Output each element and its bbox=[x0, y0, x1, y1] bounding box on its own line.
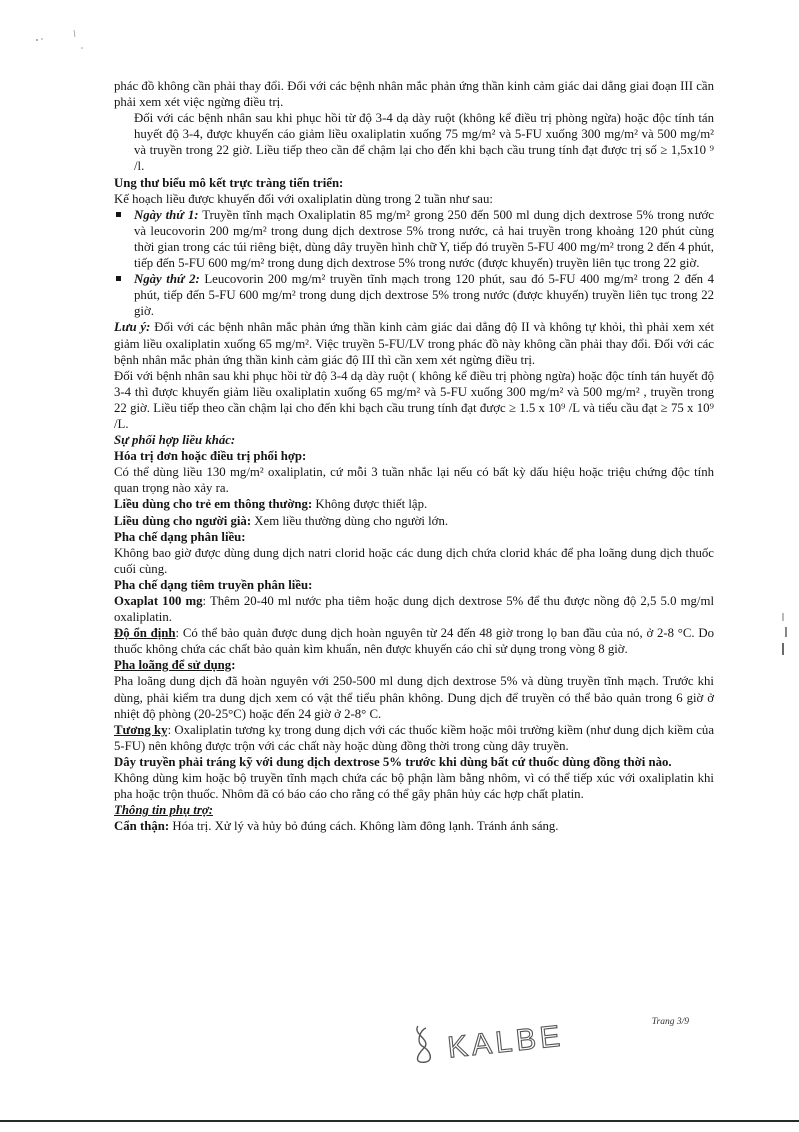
note-label: Lưu ý: bbox=[114, 320, 151, 335]
scan-edge-mark bbox=[780, 613, 790, 663]
pediatric-text: Không được thiết lập. bbox=[312, 497, 428, 512]
scan-speck-marks bbox=[34, 28, 94, 56]
elderly-text: Xem liều thường dùng cho người lớn. bbox=[251, 513, 449, 528]
paragraph-dilution: Pha loãng dung dịch đã hoàn nguyên với 250-500 ml dung dịch dextrose 5% và dùng truyền tĩnh mạch. Trước khi dùng, phải kiểm tra dung dịch xem có vật thể tiểu phân không. Dung dịch để truyền có thể bảo quản trong 6 giờ ở nhiệt độ phòng (20-25°C) hoặc đến 24 giờ ở 2-8° C. bbox=[114, 674, 714, 721]
kalbe-handwritten-stamp bbox=[412, 1020, 587, 1070]
stamp-text: KALBE bbox=[445, 1020, 566, 1065]
paragraph-elderly bbox=[114, 513, 714, 529]
paragraph-stability bbox=[114, 625, 714, 657]
day-2-text: Leucovorin 200 mg/m² truyền tĩnh mạch trong 120 phút, sau đó 5-FU 400 mg/m² trong 2 đến 4 phút, tiếp đến 5-FU 600 mg/m² trong dung dịch dextrose 5% trong nước (được khuyến) truyền liên tục trong 22 giờ. bbox=[134, 272, 714, 319]
heading-preparation: Pha chế dạng phân liều: bbox=[114, 529, 246, 544]
paragraph-130-dose: Có thể dùng liều 130 mg/m² oxaliplatin, cứ mỗi 3 tuần nhắc lại nếu có bất kỳ dấu hiệu hoặc triệu chứng độc tính quan trọng nào xảy ra. bbox=[114, 465, 714, 496]
caution-text: Hóa trị. Xử lý và hủy bỏ đúng cách. Không làm đông lạnh. Tránh ánh sáng. bbox=[169, 819, 559, 834]
heading-infusion-preparation: Pha chế dạng tiêm truyền phân liều: bbox=[114, 577, 313, 592]
paragraph-dose-reduction: Đối với các bệnh nhân sau khi phục hồi từ độ 3-4 dạ dày ruột (không kể điều trị phòng ngừa) hoặc độc tính tán huyết độ 3-4, được khuyến cáo giảm liều oxaliplatin xuống 75 mg/m² và 5-FU xuống 300 mg/m² và 500 mg/m² và truyền trong 22 giờ. Liều tiếp theo cần để chậm lại cho đến khi bạch cầu trung tính đạt được trị số ≥ 1,5x10 ⁹ /l. bbox=[134, 111, 714, 174]
dilution-heading-colon: : bbox=[231, 658, 236, 673]
day-1-text: Truyền tĩnh mạch Oxaliplatin 85 mg/m² grong 250 đến 500 ml dung dịch dextrose 5% trong nước và leucovorin 200 mg/m² trong dung dịch dextrose 5% trong nước, cả hai truyền trong khoảng 120 phút cùng thời gian trong các túi riêng biệt, dùng dây truyền hình chữ Y, tiếp đó truyền 5-FU 400 mg/m² trong 2 đến 4 phút, tiếp đến 5-FU 600 mg/m² trong dung dịch dextrose 5% trong nước (được khuyến) truyền liên tục trong 22 giờ. bbox=[134, 207, 714, 271]
stability-label: Độ ổn định bbox=[114, 626, 176, 641]
dosing-day-list bbox=[114, 207, 714, 320]
elderly-label: Liều dùng cho người già: bbox=[114, 513, 252, 528]
paragraph-aluminium: Không dùng kim hoặc bộ truyền tĩnh mạch chứa các bộ phận làm bằng nhôm, vì có thể tiếp xúc với oxaliplatin khi pha hoặc trộn thuốc. Nhôm đã có báo cáo cho rằng có thể gây phân hủy các hợp chất platin. bbox=[114, 771, 714, 802]
paragraph-grade3-neuropathy: phác đồ không cần phải thay đổi. Đối với các bệnh nhân mắc phản ứng thần kinh cảm giác dai dẳng giai đoạn III cần phải xem xét việc ngừng điều trị. bbox=[114, 79, 714, 110]
paragraph-caution bbox=[114, 818, 714, 834]
heading-advanced-colorectal: Ung thư biểu mô kết trực tràng tiến triển: bbox=[114, 175, 344, 190]
paragraph-gi-recovery: Đối với bệnh nhân sau khi phục hồi từ độ 3-4 dạ dày ruột ( không kể điều trị phòng ngừa) hoặc độc tính tán huyết độ 3-4 thì được khuyến giảm liều oxaliplatin xuống 65 mg/m² và 5-FU xuống 300 mg/m² và 500 mg/m² , truyền trong 22 giờ. Liều tiếp theo cần chậm lại cho đến khi bạch cầu trung tính đạt được ≥ 1.5 x 10⁹ /L và tiểu cầu đạt ≥ 75 x 10⁹ /L. bbox=[114, 368, 714, 431]
list-item-day-2 bbox=[134, 271, 714, 319]
heading-other-combinations: Sự phối hợp liều khác: bbox=[114, 433, 236, 448]
document-body bbox=[114, 78, 714, 834]
paragraph-incompatibility bbox=[114, 722, 714, 754]
pediatric-label: Liều dùng cho trẻ em thông thường: bbox=[114, 497, 313, 512]
day-1-label: Ngày thứ 1: bbox=[134, 207, 199, 222]
caution-label: Cẩn thận: bbox=[114, 819, 170, 834]
incompatibility-label: Tương kỵ bbox=[114, 722, 168, 737]
oxaplat-label: Oxaplat 100 mg bbox=[114, 594, 203, 608]
paragraph-note bbox=[114, 319, 714, 367]
note-text: Đối với các bệnh nhân mắc phản ứng thần kinh cảm giác dai dẳng độ II và không tự khỏi, thì phải xem xét giảm liều oxaliplatin xuống 65 mg/m². Việc truyền 5-FU/LV trong phác đồ này không cần phải thay đổi. Đối với các bệnh nhân mắc phản ứng thần kinh cảm giác độ III thì cần xem xét ngừng điều trị. bbox=[114, 320, 714, 367]
stability-text: : Có thể bảo quản được dung dịch hoàn nguyên từ 24 đến 48 giờ trong lọ ban đầu của nó, ở 2-8 °C. Do thuốc không chứa các chất bảo quản kìm khuẩn, nên được khuyến cáo chỉ sử dụng trong vòng 8 giờ. bbox=[114, 626, 714, 657]
heading-supplementary-info: Thông tin phụ trợ: bbox=[114, 803, 213, 818]
heading-flush-line: Dây truyền phải tráng kỹ với dung dịch dextrose 5% trước khi dùng bất cứ thuốc dùng đồng thời nào. bbox=[114, 754, 672, 769]
heading-dilution bbox=[114, 657, 714, 673]
day-2-label: Ngày thứ 2: bbox=[134, 272, 200, 287]
paragraph-no-chloride: Không bao giờ được dùng dung dịch natri clorid hoặc các dung dịch chứa clorid khác để pha loãng dung dịch thuốc cuối cùng. bbox=[114, 545, 714, 576]
dilution-heading-text: Pha loãng để sử dụng bbox=[114, 658, 232, 673]
heading-monotherapy: Hóa trị đơn hoặc điều trị phối hợp: bbox=[114, 449, 307, 464]
list-item-day-1 bbox=[134, 207, 714, 271]
incompatibility-text: : Oxaliplatin tương kỵ trong dung dịch với các thuốc kiềm hoặc môi trường kiềm (như dung dịch kiềm của 5-FU) nên không được trộn với các chất này hoặc dùng đồng thời trong cùng dây truyền. bbox=[114, 722, 715, 753]
paragraph-oxaplat bbox=[114, 593, 714, 625]
page-number: Trang 3/9 bbox=[651, 1017, 689, 1027]
paragraph-two-week-plan: Kế hoạch liều được khuyến đối với oxaliplatin dùng trong 2 tuần như sau: bbox=[114, 191, 493, 206]
oxaplat-text: : Thêm 20-40 ml nước pha tiêm hoặc dung dịch dextrose 5% để thu được nồng độ 2,5 5.0 mg/ml oxaliplatin. bbox=[114, 594, 714, 625]
bottom-scan-edge bbox=[0, 1120, 799, 1122]
paragraph-pediatric bbox=[114, 496, 714, 512]
